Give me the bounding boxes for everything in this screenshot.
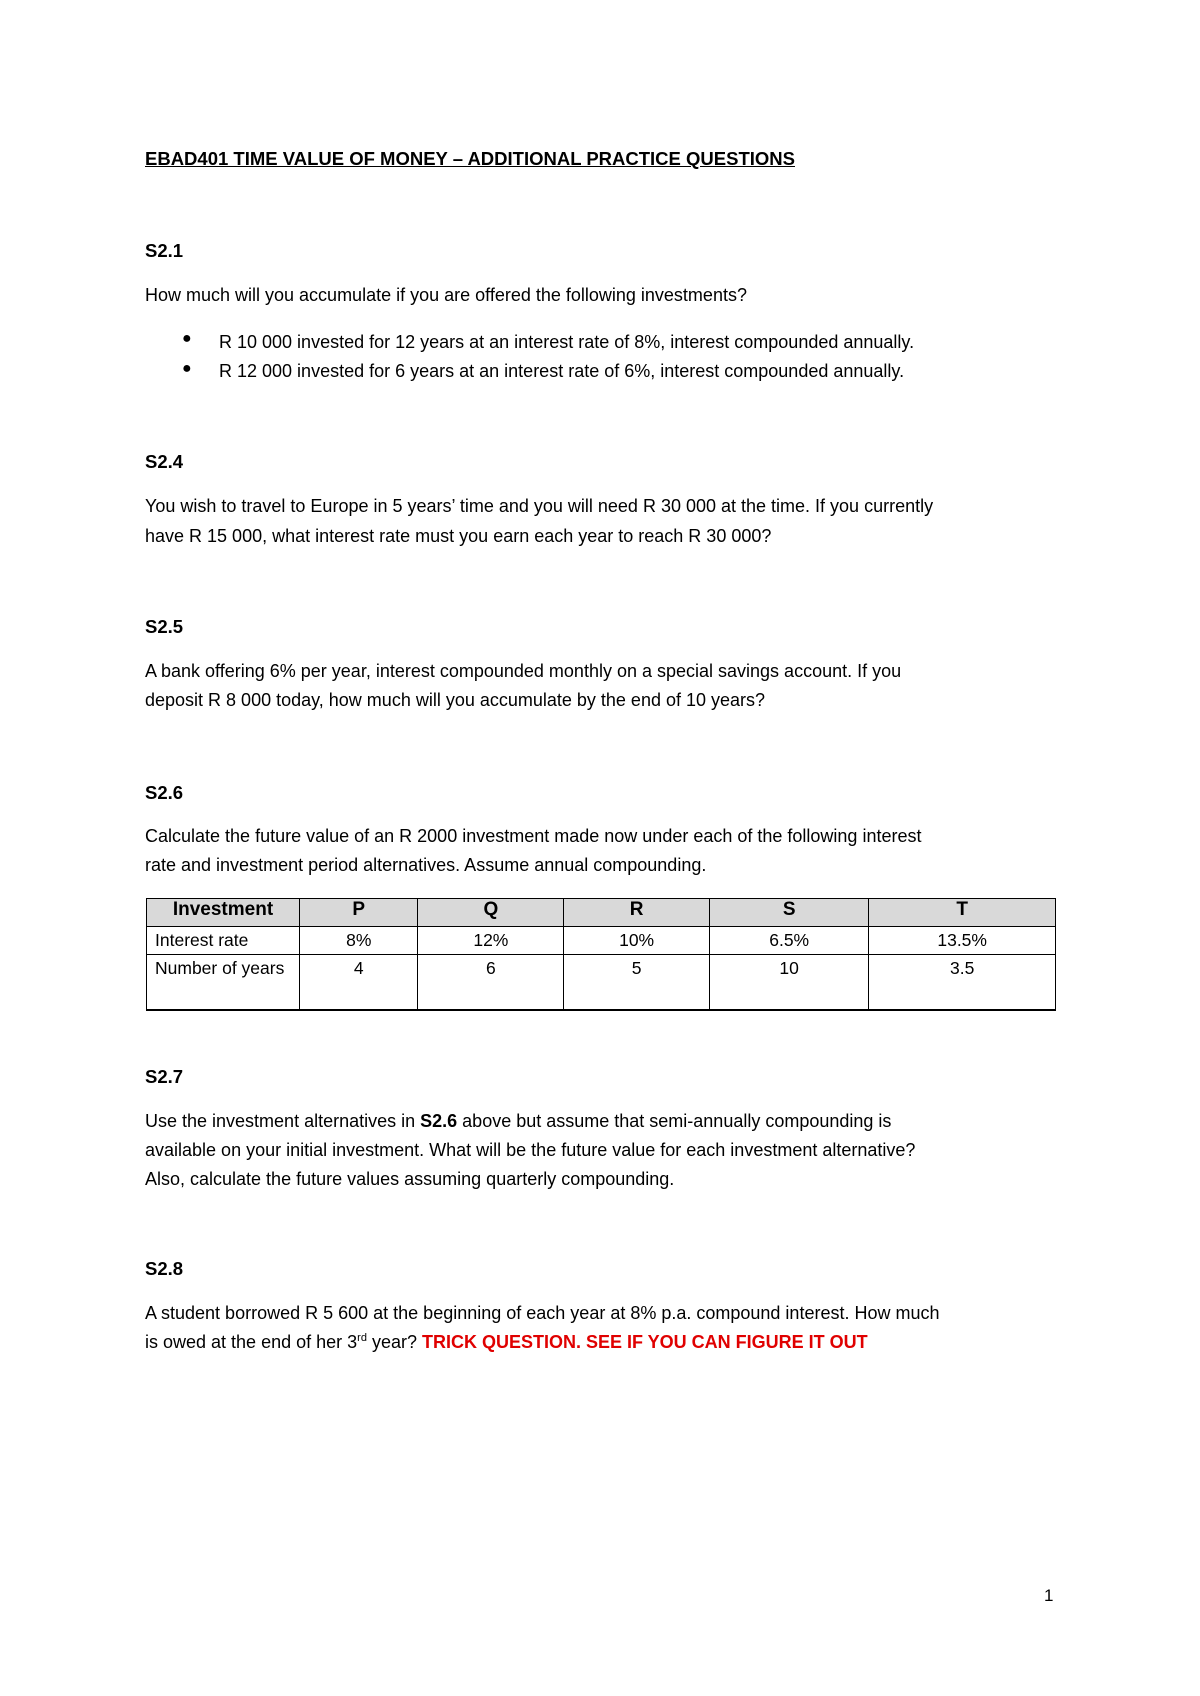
table-header-cell: S [709, 899, 868, 927]
table-row-label: Interest rate [147, 927, 300, 955]
table-header-cell: R [564, 899, 710, 927]
ordinal-suffix: rd [357, 1332, 367, 1344]
s2-7-line-3: Also, calculate the future values assuming quarterly compounding. [145, 1169, 675, 1189]
s2-8-line-1: A student borrowed R 5 600 at the beginning of each year at 8% p.a. compound interest. How much [145, 1303, 940, 1323]
s2-7-line-1 [145, 1107, 891, 1136]
table-row [147, 955, 1056, 1011]
heading-s2-6: S2.6 [145, 782, 184, 803]
table-cell: 3.5 [869, 955, 1056, 1011]
bullet-icon: ● [182, 360, 192, 377]
table-cell: 6 [418, 955, 564, 1011]
s2-1-bullet-2: R 12 000 invested for 6 years at an interest rate of 6%, interest compounded annually. [219, 361, 905, 381]
s2-1-text: How much will you accumulate if you are offered the following investments? [145, 285, 747, 305]
s2-5-line-2: deposit R 8 000 today, how much will you accumulate by the end of 10 years? [145, 690, 766, 710]
heading-s2-1: S2.1 [145, 240, 184, 261]
table-cell: 10% [564, 927, 710, 955]
table-header-cell: Q [418, 899, 564, 927]
s2-7-line-2: available on your initial investment. What will be the future value for each investment alternative? [145, 1140, 916, 1160]
table-cell: 6.5% [709, 927, 868, 955]
page-number: 1 [1044, 1586, 1054, 1605]
s2-1-bullet-1: R 10 000 invested for 12 years at an interest rate of 8%, interest compounded annually. [219, 332, 915, 352]
s2-8-line-2 [145, 1328, 868, 1357]
table-header-row [147, 899, 1056, 927]
s2-8-line-2-pre: is owed at the end of her 3 [145, 1332, 358, 1352]
s2-7-reference: S2.6 [420, 1111, 458, 1131]
s2-8-line-2-post: year? [366, 1332, 422, 1352]
s2-4-line-2: have R 15 000, what interest rate must you earn each year to reach R 30 000? [145, 526, 772, 546]
table-cell: 12% [418, 927, 564, 955]
table-cell: 10 [709, 955, 868, 1011]
table-cell: 13.5% [869, 927, 1056, 955]
table-header-cell: T [869, 899, 1056, 927]
table-cell: 8% [300, 927, 418, 955]
s2-4-line-1: You wish to travel to Europe in 5 years’ time and you will need R 30 000 at the time. If you currently [145, 496, 934, 516]
heading-s2-4: S2.4 [145, 451, 184, 472]
table-row [147, 927, 1056, 955]
heading-s2-7: S2.7 [145, 1066, 184, 1087]
table-header-cell: Investment [147, 899, 300, 927]
heading-s2-5: S2.5 [145, 616, 184, 637]
table-header-cell: P [300, 899, 418, 927]
s2-7-line-1-post: above but assume that semi-annually compounding is [457, 1111, 892, 1131]
table-cell: 4 [300, 955, 418, 1011]
s2-7-line-1-pre: Use the investment alternatives in [145, 1111, 421, 1131]
trick-question-note: TRICK QUESTION. SEE IF YOU CAN FIGURE IT OUT [421, 1332, 868, 1352]
table-cell: 5 [564, 955, 710, 1011]
table-row-label: Number of years [147, 955, 300, 1011]
investment-table [146, 898, 1056, 1011]
s2-5-line-1: A bank offering 6% per year, interest compounded monthly on a special savings account. If you [145, 661, 902, 681]
heading-s2-8: S2.8 [145, 1258, 184, 1279]
s2-6-line-2: rate and investment period alternatives. Assume annual compounding. [145, 855, 707, 875]
document-title: EBAD401 TIME VALUE OF MONEY – ADDITIONAL PRACTICE QUESTIONS [145, 148, 795, 169]
bullet-icon: ● [182, 330, 192, 347]
s2-6-line-1: Calculate the future value of an R 2000 investment made now under each of the following interest [145, 826, 922, 846]
